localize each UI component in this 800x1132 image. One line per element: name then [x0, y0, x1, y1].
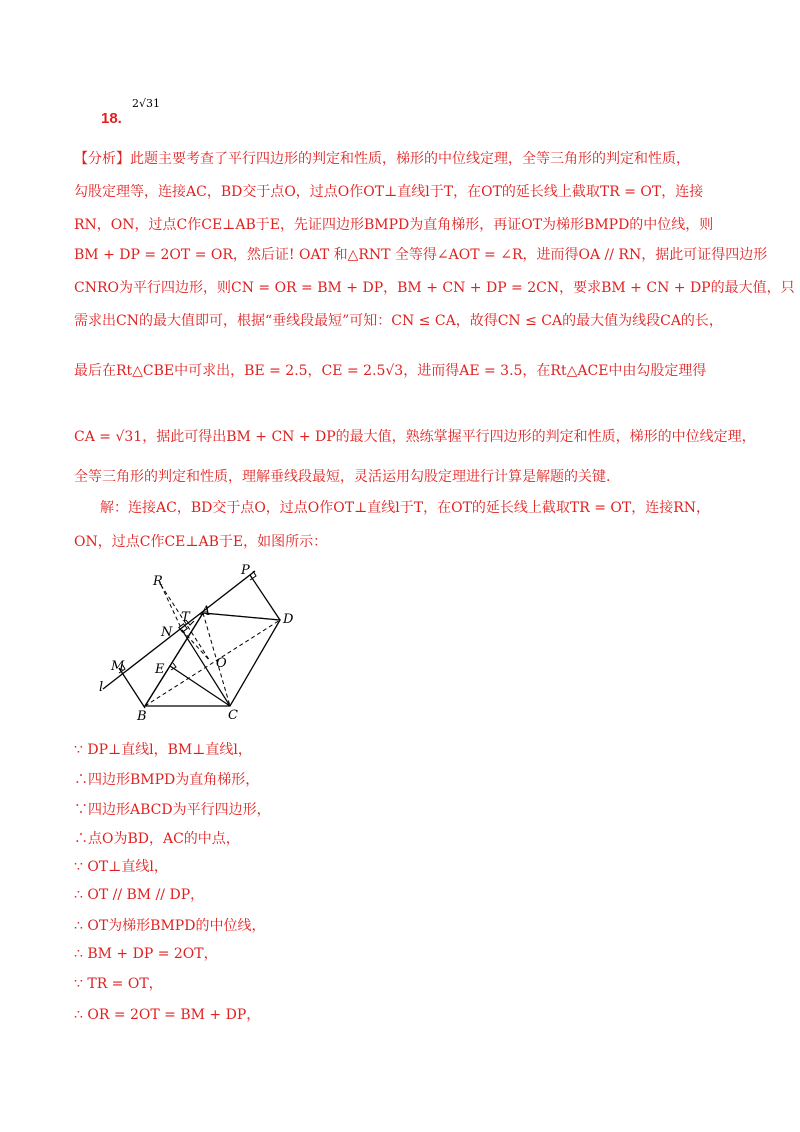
solution-step-9: ∵ TR = OT，	[74, 976, 163, 992]
label-a: A	[201, 604, 211, 619]
geometry-figure	[95, 563, 315, 723]
label-p: P	[241, 563, 250, 578]
analysis-line-2: 勾股定理等，连接AC，BD交于点O，过点O作OT⊥直线l于T，在OT的延长线上截取TR = OT，连接	[74, 184, 704, 200]
solution-step-10: ∴ OR = 2OT = BM + DP，	[74, 1007, 261, 1023]
solution-step-4: ∴点O为BD，AC的中点，	[74, 831, 240, 847]
analysis-line-8: CA = √31，据此可得出BM + CN + DP的最大值，熟练掌握平行四边形的判定和性质，梯形的中位线定理，	[74, 429, 756, 445]
answer-value: 2√31	[132, 97, 161, 110]
label-d: D	[283, 612, 294, 627]
label-c: C	[228, 708, 238, 723]
analysis-line-4: BM + DP = 2OT = OR，然后证! OAT 和△RNT 全等得∠AOT = ∠R，进而得OA // RN，据此可证得四边形	[74, 247, 768, 263]
segment-ab	[145, 613, 203, 706]
label-o: O	[216, 656, 227, 671]
segment-no	[182, 630, 210, 661]
solution-step-3: ∵四边形ABCD为平行四边形，	[74, 802, 271, 818]
analysis-line-6: 需求出CN的最大值即可，根据“垂线段最短”可知：CN ≤ CA，故得CN ≤ CA的最大值为线段CA的长，	[74, 313, 723, 329]
solution-step-1: ∵ DP⊥直线l，BM⊥直线l，	[74, 742, 252, 758]
solution-step-2: ∴四边形BMPD为直角梯形，	[74, 772, 260, 788]
label-e: E	[155, 662, 165, 677]
analysis-line-7: 最后在Rt△CBE中可求出，BE = 2.5，CE = 2.5√3，进而得AE = 3.5，在Rt△ACE中由勾股定理得	[74, 363, 707, 379]
analysis-text: 此题主要考查了平行四边形的判定和性质，梯形的中位线定理，全等三角形的判定和性质，	[130, 151, 690, 167]
analysis-line-5: CNRO为平行四边形，则CN = OR = BM + DP，BM + CN + DP = 2CN，要求BM + CN + DP的最大值，只	[74, 280, 795, 296]
label-m: M	[111, 659, 125, 674]
segment-bm	[119, 668, 145, 708]
segment-dp	[250, 575, 280, 620]
segment-rn	[161, 585, 182, 630]
question-number: 18.	[101, 110, 122, 127]
solution-intro-1: 解：连接AC，BD交于点O，过点O作OT⊥直线l于T，在OT的延长线上截取TR = OT，连接RN，	[100, 500, 711, 516]
label-r: R	[153, 574, 163, 589]
label-l: l	[99, 680, 104, 695]
solution-step-8: ∴ BM + DP = 2OT，	[74, 946, 218, 962]
analysis-line-3: RN，ON，过点C作CE⊥AB于E，先证四边形BMPD为直角梯形，再证OT为梯形BMPD的中位线，则	[74, 217, 714, 233]
solution-step-6: ∴ OT // BM // DP，	[74, 887, 205, 903]
analysis-line-1	[74, 148, 690, 170]
solution-step-7: ∴ OT为梯形BMPD的中位线，	[74, 918, 266, 934]
solution-step-5: ∵ OT⊥直线l，	[74, 859, 168, 875]
segment-ce	[170, 666, 230, 706]
analysis-tag: 【分析】	[74, 151, 130, 167]
label-n: N	[161, 625, 173, 640]
label-b: B	[137, 709, 147, 723]
analysis-line-9: 全等三角形的判定和性质，理解垂线段最短，灵活运用勾股定理进行计算是解题的关键.	[74, 469, 611, 485]
solution-intro-2: ON，过点C作CE⊥AB于E，如图所示：	[74, 534, 328, 550]
label-t: T	[181, 610, 190, 625]
